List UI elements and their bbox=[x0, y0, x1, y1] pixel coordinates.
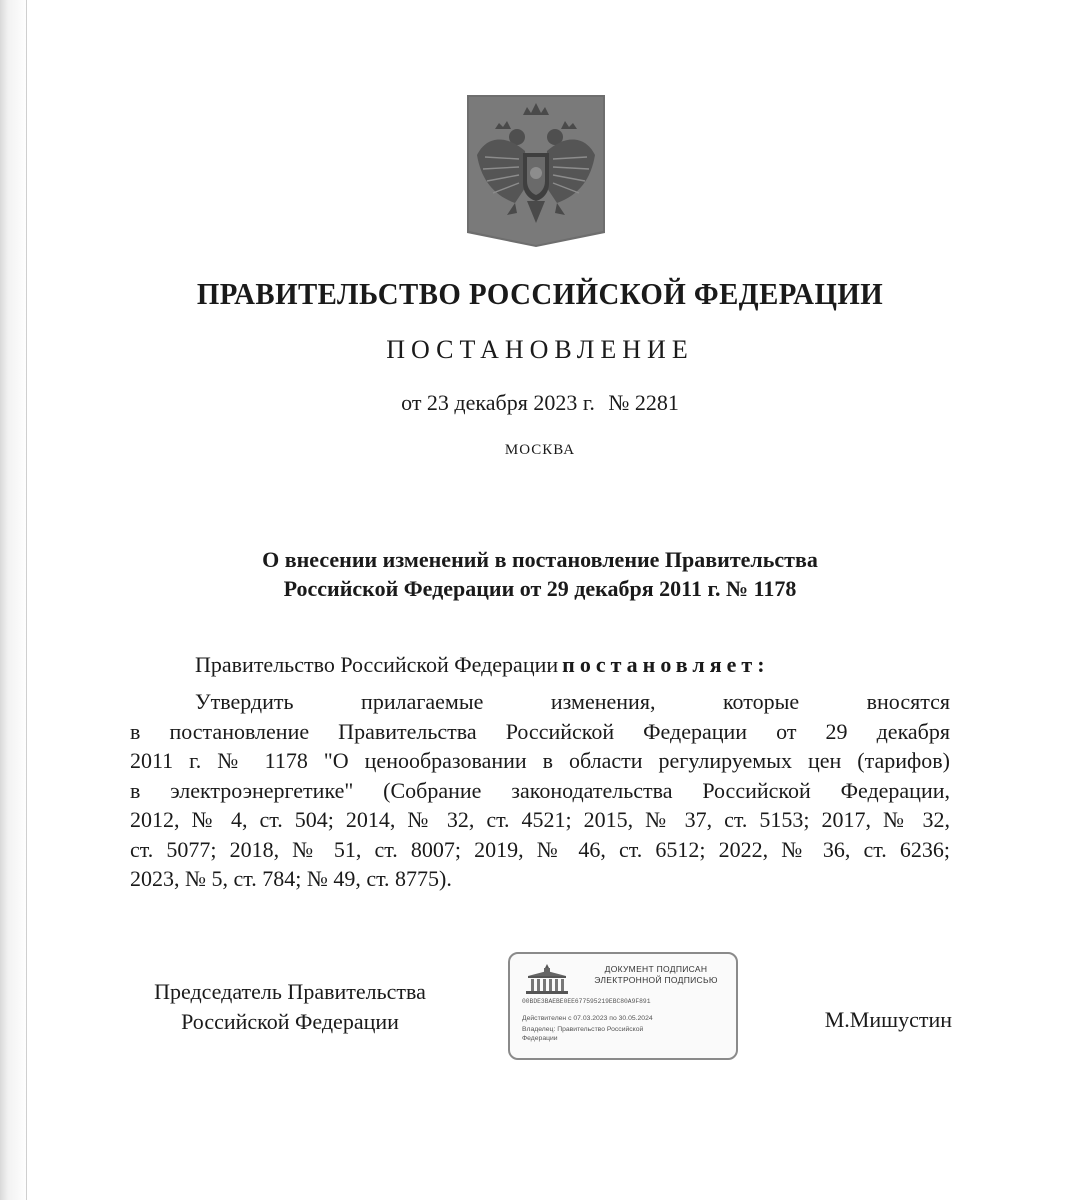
city-name: МОСКВА bbox=[504, 442, 576, 458]
government-title: ПРАВИТЕЛЬСТВО РОССИЙСКОЙ ФЕДЕРАЦИИ bbox=[196, 276, 884, 311]
decree-body bbox=[130, 687, 950, 894]
stamp-heading-line: ДОКУМЕНТ ПОДПИСАН bbox=[604, 964, 708, 974]
coat-of-arms-icon bbox=[467, 95, 605, 247]
stamp-owner bbox=[522, 1025, 732, 1043]
body-line: Утвердить прилагаемые изменения, которые вносятся bbox=[195, 689, 950, 714]
stamp-serial: 00BDE3BAEBE0EE677595219EBC80A9F891 bbox=[522, 998, 651, 1005]
signer-title bbox=[130, 977, 450, 1037]
preamble bbox=[195, 652, 770, 678]
body-line: 2011 г. № 1178 "О ценообразовании в области регулируемых цен (тарифов) bbox=[130, 748, 950, 773]
decree-date: от 23 декабря 2023 г. bbox=[401, 390, 595, 415]
body-line: 2023, № 5, ст. 784; № 49, ст. 8775). bbox=[130, 866, 452, 891]
body-line: в постановление Правительства Российской Федерации от 29 декабря bbox=[130, 718, 950, 744]
stamp-owner-line: Федерации bbox=[522, 1035, 558, 1042]
body-line: в электроэнергетике" (Собрание законодательства Российской Федерации, bbox=[130, 777, 950, 803]
government-building-icon bbox=[522, 962, 572, 996]
stamp-validity: Действителен с 07.03.2023 по 30.05.2024 bbox=[522, 1015, 653, 1022]
body-line: 2012, № 4, ст. 504; 2014, № 32, ст. 4521; 2015, № 37, ст. 5153; 2017, № 32, bbox=[130, 807, 950, 832]
document-type: ПОСТАНОВЛЕНИЕ bbox=[386, 335, 694, 364]
preamble-resolves: постановляет: bbox=[562, 652, 770, 677]
body-line: ст. 5077; 2018, № 51, ст. 8007; 2019, № 46, ст. 6512; 2022, № 36, ст. 6236; bbox=[130, 836, 950, 862]
subject-line: О внесении изменений в постановление Правительства bbox=[262, 547, 818, 572]
signer-name: М.Мишустин bbox=[824, 1007, 952, 1032]
signer-title-line: Председатель Правительства bbox=[154, 979, 426, 1004]
preamble-text: Правительство Российской Федерации bbox=[195, 652, 559, 677]
stamp-heading-line: ЭЛЕКТРОННОЙ ПОДПИСЬЮ bbox=[594, 975, 718, 985]
decree-date-number bbox=[0, 390, 1080, 416]
subject-line: Российской Федерации от 29 декабря 2011 г. № 1178 bbox=[283, 576, 797, 601]
decree-subject bbox=[0, 545, 1080, 603]
signer-title-line: Российской Федерации bbox=[181, 1009, 399, 1034]
stamp-owner-line: Владелец: Правительство Российской bbox=[522, 1026, 644, 1033]
decree-number: № 2281 bbox=[608, 390, 679, 415]
electronic-signature-stamp bbox=[508, 952, 738, 1060]
stamp-heading bbox=[580, 964, 732, 986]
